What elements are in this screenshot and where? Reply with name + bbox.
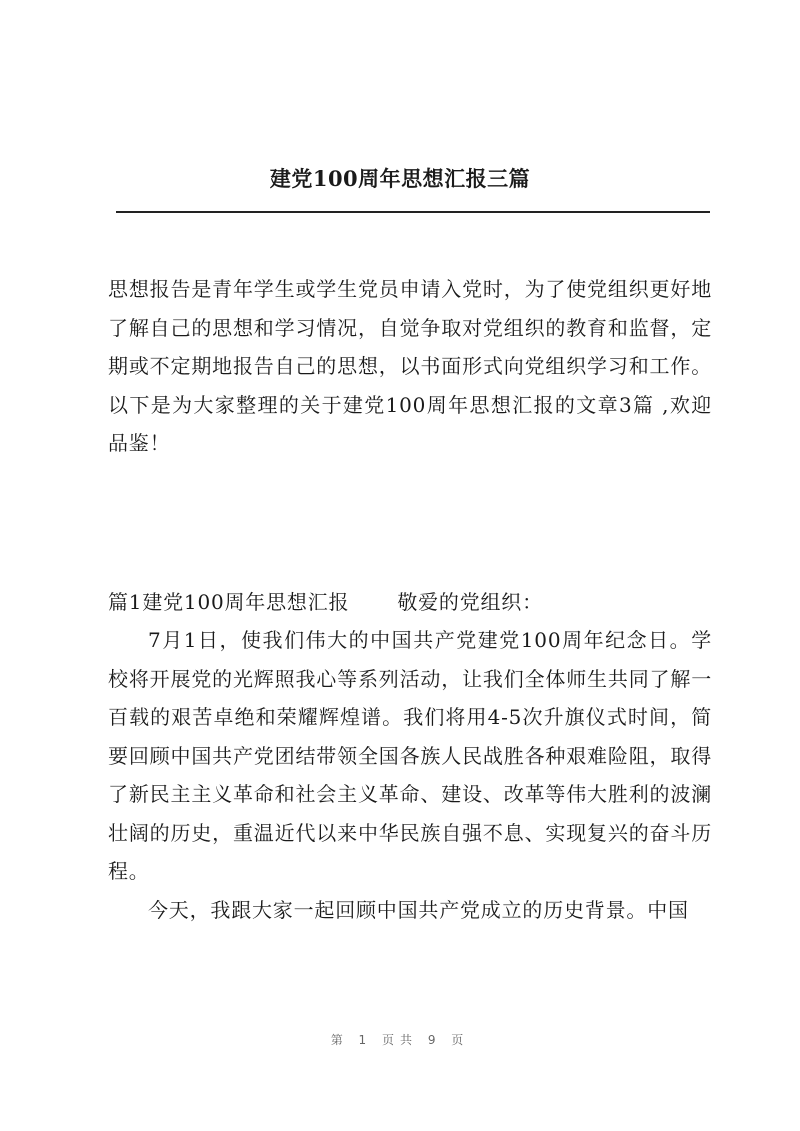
- page-number-footer: 第 1 页共 9 页: [330, 1033, 470, 1047]
- body-paragraph-1: 7月1日，使我们伟大的中国共产党建党100周年纪念日。学校将开展党的光辉照我心等系列活动，让我们全体师生共同了解一百载的艰苦卓绝和荣耀辉煌谱。我们将用4-5次升旗仪式时间，简要回顾中国共产党团结带领全国各族人民战胜各种艰难险阻，取得了新民主主义革命和社会主义革命、建设、改革等伟大胜利的波澜壮阔的历史，重温近代以来中华民族自强不息、实现复兴的奋斗历程。: [108, 628, 712, 883]
- section-heading-line: [108, 583, 712, 622]
- salutation: 敬爱的党组织：: [397, 589, 543, 614]
- title-divider: [116, 211, 710, 213]
- intro-paragraph: 思想报告是青年学生或学生党员申请入党时，为了使党组织更好地了解自己的思想和学习情况，自觉争取对党组织的教育和监督，定期或不定期地报告自己的思想，以书面形式向党组织学习和工作。 以下是为大家整理的关于建党100周年思想汇报的文章3篇 ,欢迎品鉴！: [108, 277, 712, 455]
- section-heading: 篇1建党100周年思想汇报: [108, 589, 350, 614]
- body-paragraph-2: 今天，我跟大家一起回顾中国共产党成立的历史背景。中国: [148, 897, 689, 922]
- document-title: 建党100周年思想汇报三篇: [269, 166, 531, 191]
- document-body: [108, 270, 712, 929]
